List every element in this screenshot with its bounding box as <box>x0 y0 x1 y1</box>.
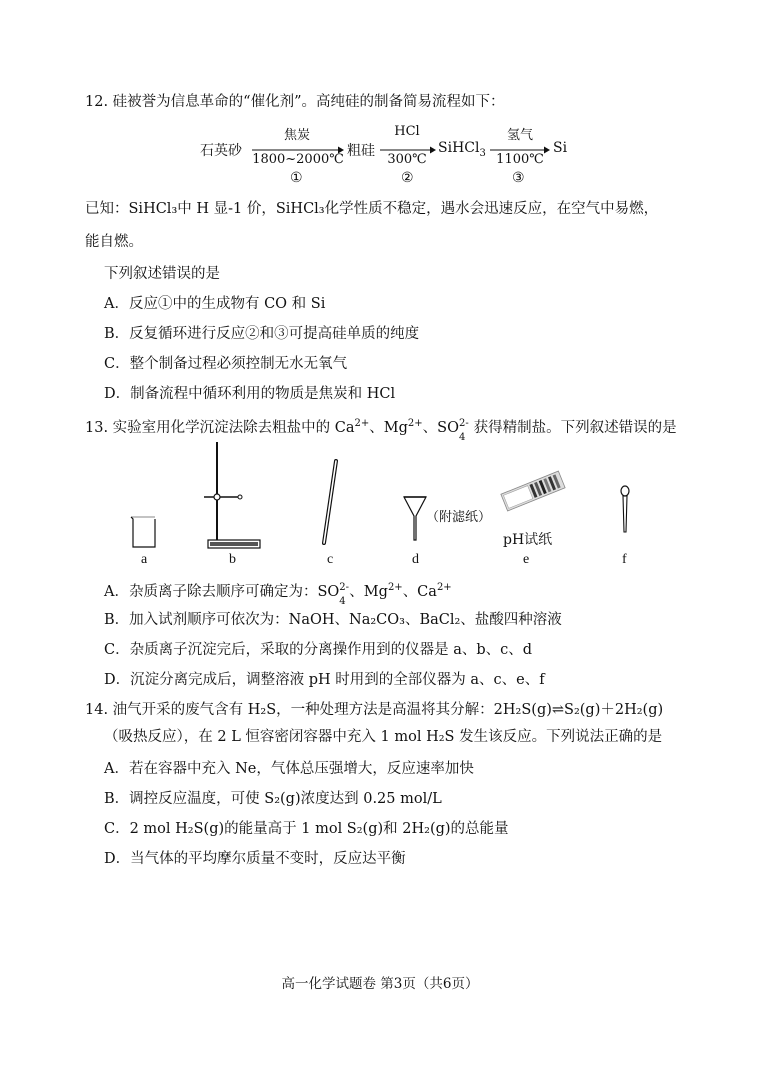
apparatus-label-e: e <box>523 552 530 567</box>
dropper-icon <box>618 484 632 536</box>
q12-prompt: 下列叙述错误的是 <box>104 266 220 282</box>
q14-option-b: B．调控反应温度，可使 S₂(g)浓度达到 0.25 mol/L <box>104 791 442 807</box>
beaker-icon <box>128 515 158 549</box>
q13-stem-a: 13. 实验室用化学沉淀法除去粗盐中的 Ca <box>85 419 355 436</box>
q13-stem <box>85 414 677 443</box>
q13-a-mid: 、Mg <box>349 583 388 600</box>
q14-option-a: A．若在容器中充入 Ne，气体总压强增大，反应速率加快 <box>104 761 474 777</box>
flow-sihcl3-text: SiHCl <box>438 140 480 156</box>
q14-stem-2: （吸热反应），在 2 L 恒容密闭容器中充入 1 mol H₂S 发生该反应。下列说法正确的是 <box>104 729 663 745</box>
funnel-icon <box>402 494 428 544</box>
q13-stem-d: 获得精制盐。下列叙述错误的是 <box>469 419 677 436</box>
q12-option-c: C．整个制备过程必须控制无水无氧气 <box>104 356 348 372</box>
q13-sub-so4: 4 <box>459 431 466 443</box>
iron-stand-icon <box>200 440 264 552</box>
flow-arrow2-bottom: 300℃ <box>387 152 427 167</box>
q12-option-b: B．反复循环进行反应②和③可提高硅单质的纯度 <box>104 326 420 342</box>
q12-known-1: 已知：SiHCl₃中 H 显-1 价，SiHCl₃化学性质不稳定，遇水会迅速反应，在空气中易燃， <box>85 201 659 217</box>
flow-node-sihcl3 <box>438 140 486 159</box>
q13-a-sup-so4: 2- <box>339 581 350 593</box>
q13-option-a <box>104 578 452 607</box>
q13-sup-ca: 2+ <box>354 418 370 429</box>
q12-option-d: D．制备流程中循环利用的物质是焦炭和 HCl <box>104 386 396 402</box>
q12-stem: 12. 硅被誉为信息革命的“催化剂”。高纯硅的制备简易流程如下： <box>85 94 505 110</box>
flow-node-si: Si <box>553 140 568 156</box>
q13-option-d: D．沉淀分离完成后，调整溶液 pH 时用到的全部仪器为 a、c、e、f <box>104 672 545 688</box>
flow-node-crude-si: 粗硅 <box>347 143 375 159</box>
flow-arrow1-bottom: 1800~2000℃ <box>252 152 344 167</box>
flow-sihcl3-sub: 3 <box>479 147 486 159</box>
q12-known-2: 能自燃。 <box>85 234 143 250</box>
q13-a-mid2: 、Ca <box>402 583 437 600</box>
apparatus-label-c: c <box>327 552 334 567</box>
apparatus-label-f: f <box>622 552 627 567</box>
funnel-note: （附滤纸） <box>426 510 492 525</box>
q13-option-c: C．杂质离子沉淀完后，采取的分离操作用到的仪器是 a、b、c、d <box>104 642 533 658</box>
q13-option-b: B．加入试剂顺序可依次为：NaOH、Na₂CO₃、BaCl₂、盐酸四种溶液 <box>104 612 562 628</box>
q14-option-c: C．2 mol H₂S(g)的能量高于 1 mol S₂(g)和 2H₂(g)的总能量 <box>104 821 509 837</box>
flow-arrow3-top: 氢气 <box>506 128 533 143</box>
flow-step2-mark: ② <box>401 170 414 186</box>
flow-arrow2-top: HCl <box>394 124 420 139</box>
q13-a-sub-so4: 4 <box>339 595 346 607</box>
q13-a-pre: A．杂质离子除去顺序可确定为：SO <box>104 583 340 600</box>
ph-paper-label: pH试纸 <box>503 532 553 548</box>
flow-arrow1-top: 焦炭 <box>283 128 310 143</box>
q14-option-d: D．当气体的平均摩尔质量不变时，反应达平衡 <box>104 851 406 867</box>
q12-flow-diagram <box>200 124 580 188</box>
page-footer: 高一化学试题卷 第3页（共6页） <box>281 976 479 992</box>
q14-stem-1: 14. 油气开采的废气含有 H₂S，一种处理方法是高温将其分解：2H₂S(g)⇌S₂(g)＋2H₂(g) <box>85 702 664 718</box>
q13-sup-mg: 2+ <box>407 418 423 429</box>
apparatus-label-d: d <box>412 552 419 567</box>
q12-option-a: A．反应①中的生成物有 CO 和 Si <box>104 296 326 312</box>
apparatus-label-a: a <box>141 552 148 567</box>
q13-a-sup-ca: 2+ <box>436 582 452 593</box>
q13-sup-so4: 2- <box>459 417 469 429</box>
q13-a-sup-mg: 2+ <box>387 582 403 593</box>
flow-arrow3-bottom: 1100℃ <box>496 152 544 167</box>
q13-stem-b: 、Mg <box>369 419 408 436</box>
q13-stem-c: 、SO <box>422 419 459 436</box>
apparatus-label-b: b <box>229 552 236 567</box>
flow-step3-mark: ③ <box>512 170 525 186</box>
ph-paper-icon <box>498 470 568 512</box>
flow-node-quartz: 石英砂 <box>200 143 242 159</box>
flow-step1-mark: ① <box>290 170 303 186</box>
glass-rod-icon <box>318 458 342 546</box>
